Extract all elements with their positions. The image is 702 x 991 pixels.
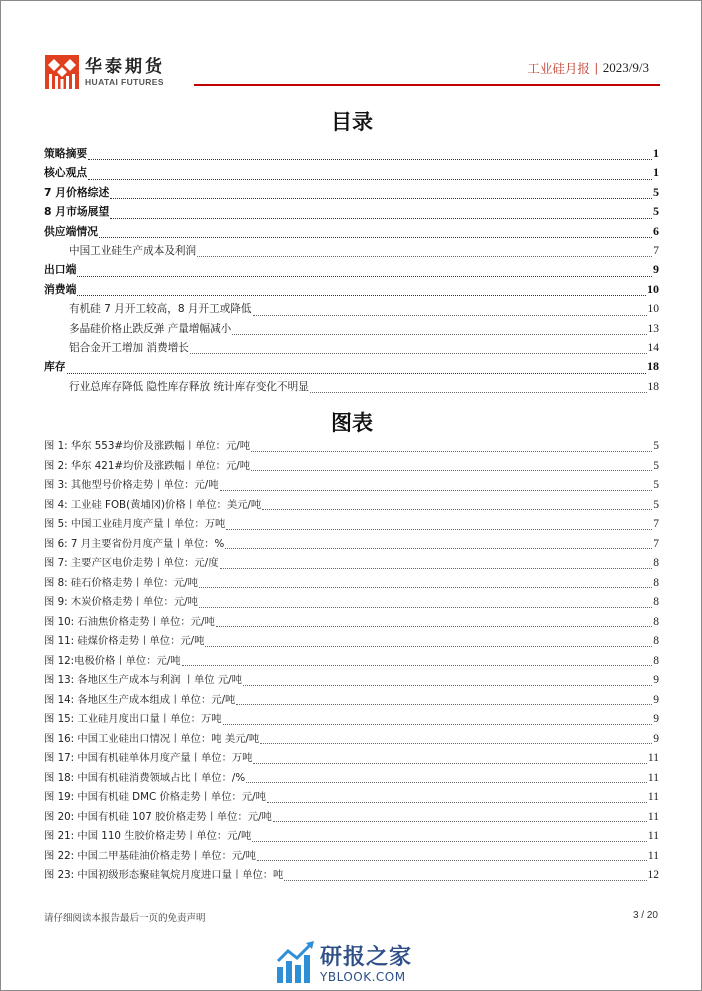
- toc-entry-page: 18: [647, 380, 659, 393]
- toc-entry-page: 10: [647, 303, 659, 316]
- dot-leader: [67, 373, 646, 374]
- toc-entry-title: 有机硅 7 月开工较高，8 月开工或降低: [69, 303, 252, 316]
- toc-subentry[interactable]: [44, 243, 659, 262]
- figure-entry-title: 图 15: 工业硅月度出口量丨单位：万吨: [44, 713, 222, 725]
- figure-entry-page: 8: [653, 557, 659, 569]
- figure-entry[interactable]: [44, 691, 659, 711]
- toc-entry-page: 10: [647, 281, 659, 296]
- figure-entry-page: 11: [647, 830, 659, 842]
- figure-entry-page: 9: [653, 674, 659, 686]
- toc-subentry[interactable]: [44, 321, 659, 340]
- figure-entry-title: 图 13: 各地区生产成本与利润 丨单位 元/吨: [44, 674, 242, 686]
- figure-entry-page: 8: [653, 654, 659, 667]
- yblook-watermark: [276, 941, 412, 988]
- figure-entry-title: 图 10: 石油焦价格走势丨单位：元/吨: [44, 615, 215, 628]
- dot-leader: [262, 509, 652, 510]
- figure-entry-page: 8: [653, 635, 659, 647]
- huatai-logo: [45, 55, 165, 89]
- figure-entry-page: 5: [653, 479, 659, 491]
- dot-leader: [260, 743, 652, 744]
- page-indicator: 3 / 20: [632, 910, 658, 921]
- huatai-logo-icon: [45, 55, 79, 89]
- toc-entry-page: 1: [653, 146, 659, 160]
- figure-entry[interactable]: [44, 574, 659, 594]
- toc-entry-title: 7 月价格综述: [44, 185, 110, 199]
- dot-leader: [88, 179, 652, 180]
- dot-leader: [253, 315, 647, 316]
- toc-entry-page: 5: [653, 204, 659, 219]
- figure-entry[interactable]: [44, 808, 659, 828]
- toc-entry[interactable]: [44, 262, 659, 281]
- toc-entry[interactable]: [44, 359, 659, 378]
- toc-entry-page: 7: [653, 244, 659, 257]
- toc-entry-page: 5: [653, 184, 659, 199]
- figure-entry-title: 图 6: 7 月主要省份月度产量丨单位：%: [44, 537, 225, 550]
- figure-entry-page: 7: [653, 518, 659, 530]
- toc-entry-title: 库存: [44, 360, 66, 374]
- toc-entry-title: 行业总库存降低 隐性库存释放 统计库存变化不明显: [69, 380, 309, 393]
- toc-entry[interactable]: [44, 165, 659, 184]
- toc-entry-title: 铝合金开工增加 消费增长: [69, 341, 189, 354]
- dot-leader: [232, 334, 646, 335]
- figure-entry[interactable]: [44, 554, 659, 574]
- toc-entry-title: 策略摘要: [44, 147, 88, 160]
- list-of-figures: [44, 437, 659, 886]
- dot-leader: [251, 470, 652, 471]
- figure-entry-title: 图 12:电极价格丨单位：元/吨: [44, 654, 181, 667]
- figure-entry[interactable]: [44, 476, 659, 496]
- dot-leader: [236, 704, 652, 705]
- brand-name-cn: 华泰期货: [85, 56, 165, 77]
- toc-entry-page: 1: [653, 165, 659, 180]
- dot-leader: [267, 802, 647, 803]
- figure-entry-title: 图 1: 华东 553#均价及涨跌幅丨单位：元/吨: [44, 440, 251, 452]
- figure-entry-title: 图 23: 中国初级形态聚硅氧烷月度进口量丨单位：吨: [44, 869, 284, 881]
- dot-leader: [257, 860, 647, 861]
- toc-entry-title: 核心观点: [44, 166, 88, 180]
- dot-leader: [220, 490, 653, 491]
- figure-entry-page: 8: [653, 576, 659, 589]
- brand-name-en: HUATAI FUTURES: [85, 76, 164, 87]
- figure-entry-title: 图 2: 华东 421#均价及涨跌幅丨单位：元/吨: [44, 459, 251, 472]
- figure-entry[interactable]: [44, 671, 659, 691]
- figure-entry-page: 12: [647, 869, 659, 881]
- figure-entry-title: 图 18: 中国有机硅消费领域占比丨单位：/%: [44, 771, 246, 784]
- figure-entry-title: 图 11: 硅煤价格走势丨单位：元/吨: [44, 635, 205, 647]
- dot-leader: [252, 841, 647, 842]
- figure-entry[interactable]: [44, 593, 659, 613]
- figure-entry-page: 9: [653, 713, 659, 725]
- dot-leader: [199, 607, 652, 608]
- figures-title: 图表: [331, 411, 373, 435]
- figure-entry[interactable]: [44, 847, 659, 867]
- dot-leader: [88, 159, 652, 160]
- figure-entry-title: 图 16: 中国工业硅出口情况丨单位：吨 美元/吨: [44, 732, 260, 745]
- toc-entry[interactable]: [44, 204, 659, 223]
- dot-leader: [273, 821, 647, 822]
- figure-entry-title: 图 17: 中国有机硅单体月度产量丨单位：万吨: [44, 752, 253, 764]
- figure-entry[interactable]: [44, 710, 659, 730]
- figure-entry[interactable]: [44, 457, 659, 477]
- dot-leader: [99, 237, 652, 238]
- figure-entry-title: 图 3: 其他型号价格走势丨单位：元/吨: [44, 479, 219, 491]
- toc-entry-page: 6: [653, 223, 659, 238]
- dot-leader: [223, 724, 653, 725]
- figure-entry-page: 9: [653, 693, 659, 706]
- toc-entry[interactable]: [44, 224, 659, 243]
- toc-subentry[interactable]: [44, 301, 659, 320]
- dot-leader: [182, 665, 653, 666]
- figure-entry-title: 图 14: 各地区生产成本组成丨单位：元/吨: [44, 693, 236, 706]
- figure-entry-page: 11: [647, 771, 659, 784]
- header-divider: [194, 84, 660, 86]
- figure-entry-page: 11: [647, 849, 659, 862]
- dot-leader: [225, 548, 652, 549]
- dot-leader: [77, 276, 652, 277]
- report-type: 工业硅月报: [527, 61, 590, 76]
- dot-leader: [226, 529, 652, 530]
- toc-entry-title: 8 月市场展望: [44, 205, 110, 219]
- dot-leader: [310, 392, 647, 393]
- dot-leader: [110, 198, 652, 199]
- figure-entry[interactable]: [44, 496, 659, 516]
- figure-entry-page: 11: [647, 791, 659, 803]
- report-date: 2023/9/3: [602, 60, 649, 75]
- figure-entry-title: 图 9: 木炭价格走势丨单位：元/吨: [44, 596, 198, 608]
- dot-leader: [216, 626, 653, 627]
- toc-entry[interactable]: [44, 282, 659, 301]
- figure-entry-title: 图 4: 工业硅 FOB(黄埔冈)价格丨单位：美元/吨: [44, 498, 262, 511]
- dot-leader: [77, 295, 646, 296]
- figure-entry-page: 5: [653, 440, 659, 452]
- toc-subentry[interactable]: [44, 379, 659, 398]
- figure-entry[interactable]: [44, 437, 659, 457]
- dot-leader: [253, 763, 646, 764]
- figure-entry[interactable]: [44, 652, 659, 672]
- disclaimer-note: 请仔细阅读本报告最后一页的免责声明: [44, 913, 206, 924]
- figure-entry[interactable]: [44, 827, 659, 847]
- figure-entry-page: 5: [653, 459, 659, 472]
- dot-leader: [110, 218, 652, 219]
- figure-entry-page: 8: [653, 596, 659, 608]
- figure-entry[interactable]: [44, 769, 659, 789]
- dot-leader: [284, 880, 646, 881]
- figure-entry-title: 图 22: 中国二甲基硅油价格走势丨单位：元/吨: [44, 849, 256, 862]
- figure-entry[interactable]: [44, 535, 659, 555]
- table-of-contents: [44, 146, 659, 398]
- figure-entry[interactable]: [44, 613, 659, 633]
- figure-entry-title: 图 21: 中国 110 生胶价格走势丨单位：元/吨: [44, 830, 252, 842]
- dot-leader: [251, 451, 652, 452]
- figure-entry-page: 8: [653, 615, 659, 628]
- figure-entry-page: 11: [647, 752, 659, 764]
- toc-entry-page: 9: [653, 262, 659, 277]
- toc-entry-title: 中国工业硅生产成本及利润: [69, 244, 197, 257]
- dot-leader: [243, 685, 652, 686]
- header-separator: |: [594, 60, 598, 75]
- figure-entry[interactable]: [44, 632, 659, 652]
- report-header-info: [527, 59, 649, 77]
- toc-entry-page: 13: [647, 322, 659, 335]
- figure-entry-title: 图 20: 中国有机硅 107 胶价格走势丨单位：元/吨: [44, 810, 272, 823]
- figure-entry[interactable]: [44, 515, 659, 535]
- figure-entry[interactable]: [44, 749, 659, 769]
- dot-leader: [220, 568, 653, 569]
- toc-entry-page: 14: [647, 341, 659, 354]
- toc-entry[interactable]: [44, 146, 659, 165]
- toc-entry-title: 多晶硅价格止跌反弹 产量增幅减小: [69, 322, 232, 335]
- figure-entry-title: 图 8: 硅石价格走势丨单位：元/吨: [44, 576, 198, 589]
- figure-entry-page: 5: [653, 498, 659, 511]
- figure-entry-title: 图 19: 中国有机硅 DMC 价格走势丨单位：元/吨: [44, 791, 266, 803]
- dot-leader: [205, 646, 652, 647]
- toc-title: 目录: [331, 110, 373, 134]
- watermark-name-en: YBLOOK.COM: [320, 969, 406, 984]
- dot-leader: [190, 353, 647, 354]
- toc-entry[interactable]: [44, 185, 659, 204]
- dot-leader: [246, 782, 647, 783]
- yblook-chart-icon: [276, 941, 316, 988]
- toc-entry-title: 消费端: [44, 282, 77, 296]
- dot-leader: [197, 256, 652, 257]
- figure-entry-page: 7: [653, 537, 659, 550]
- watermark-name-cn: 研报之家: [320, 944, 413, 970]
- toc-entry-title: 出口端: [44, 263, 77, 277]
- figure-entry[interactable]: [44, 730, 659, 750]
- figure-entry-title: 图 7: 主要产区电价走势丨单位：元/度: [44, 557, 219, 569]
- toc-entry-title: 供应端情况: [44, 224, 98, 238]
- toc-entry-page: 18: [647, 359, 659, 374]
- figure-entry[interactable]: [44, 788, 659, 808]
- figure-entry-page: 11: [647, 810, 659, 823]
- dot-leader: [199, 587, 652, 588]
- figure-entry[interactable]: [44, 866, 659, 886]
- figure-entry-title: 图 5: 中国工业硅月度产量丨单位：万吨: [44, 518, 226, 530]
- figure-entry-page: 9: [653, 732, 659, 745]
- toc-subentry[interactable]: [44, 340, 659, 359]
